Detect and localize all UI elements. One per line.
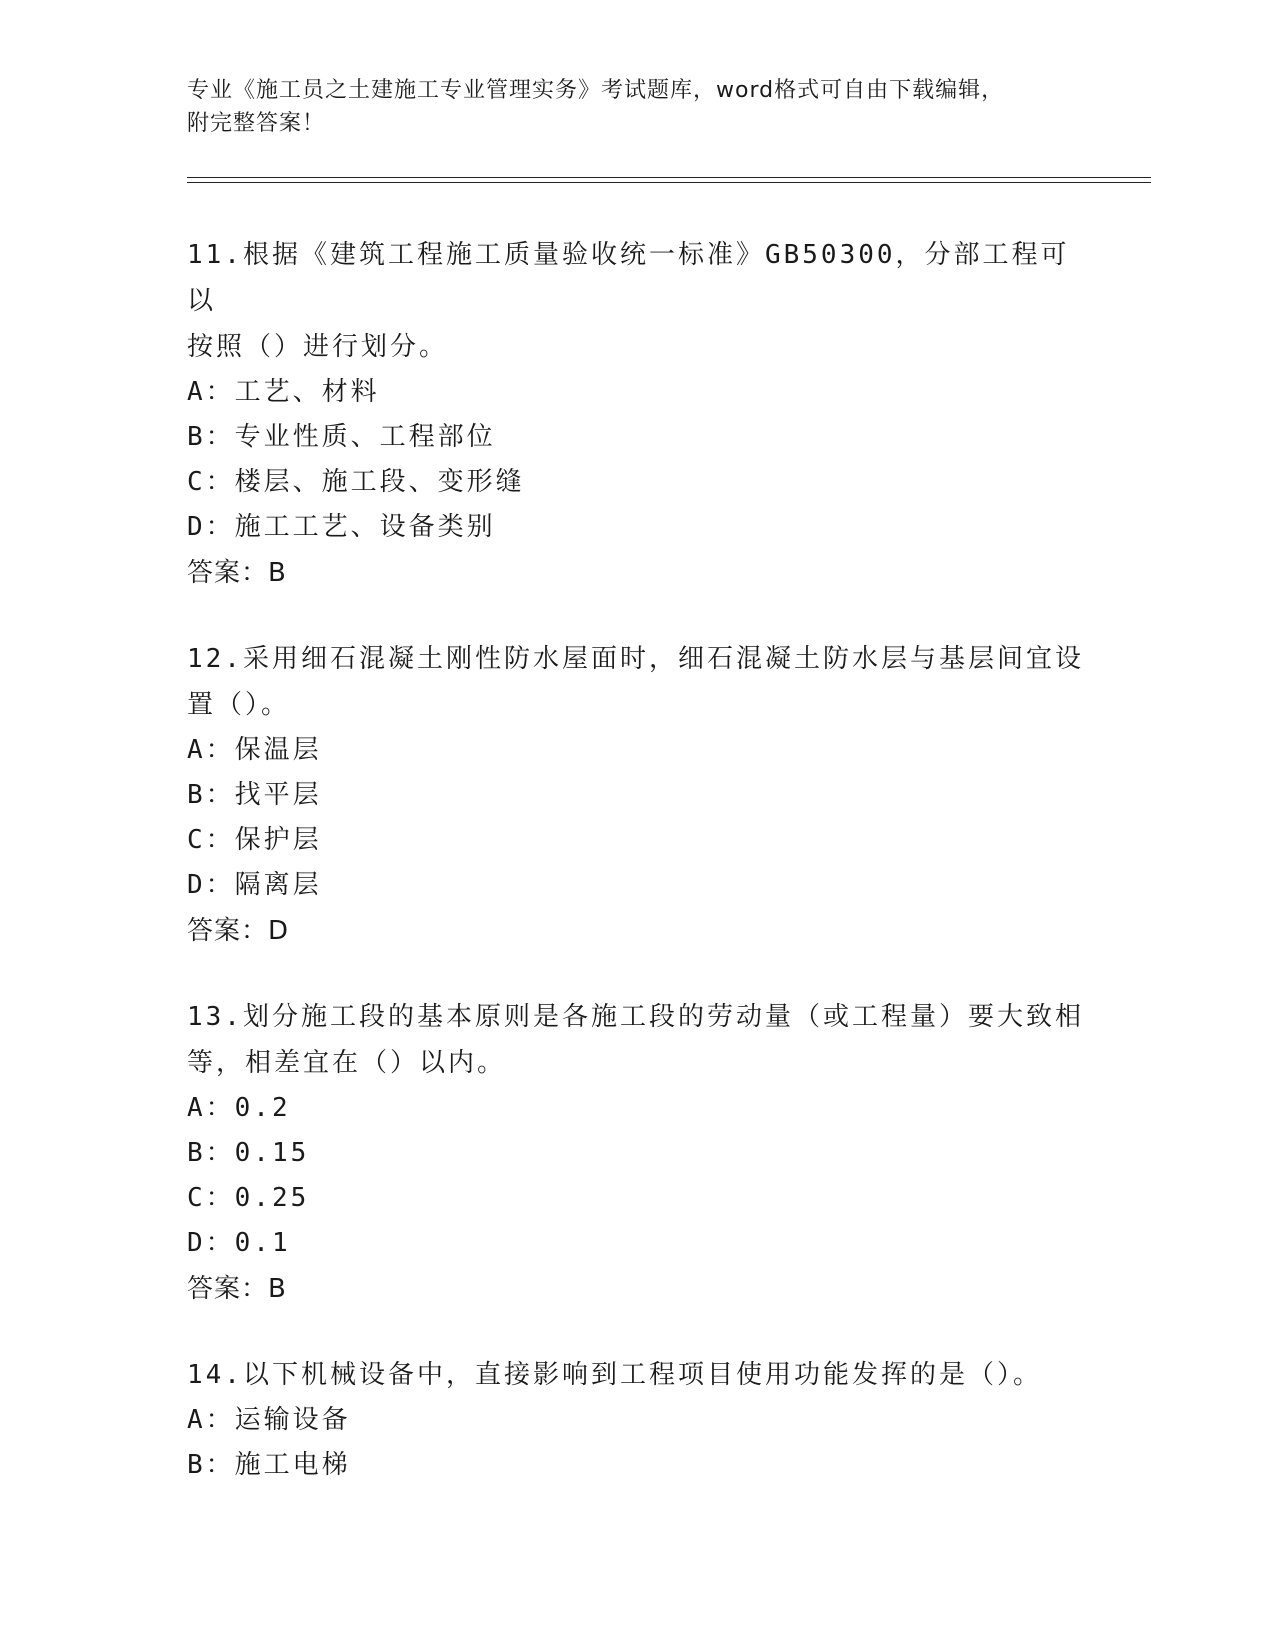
option-b: B：0.15 [187, 1138, 310, 1168]
question-list [187, 232, 1087, 1528]
option-c: C：0.25 [187, 1183, 310, 1213]
option-c: C：楼层、施工段、变形缝 [187, 467, 525, 497]
question-13 [187, 994, 1087, 1312]
option-d: D：施工工艺、设备类别 [187, 512, 496, 542]
question-stem-line: 按照（）进行划分。 [187, 332, 449, 362]
option-d: D：0.1 [187, 1228, 291, 1258]
header-line-1: 专业《施工员之土建施工专业管理实务》考试题库，word格式可自由下载编辑， [187, 78, 1005, 103]
option-c: C：保护层 [187, 825, 322, 855]
header-divider-bottom [187, 182, 1151, 183]
answer: 答案：B [187, 1274, 287, 1304]
option-b: B：找平层 [187, 780, 322, 810]
question-11 [187, 232, 1087, 596]
header-line-2: 附完整答案！ [187, 111, 326, 136]
option-b: B：专业性质、工程部位 [187, 422, 496, 452]
question-14 [187, 1352, 1087, 1488]
question-stem-line: 等，相差宜在（）以内。 [187, 1048, 507, 1078]
answer: 答案：D [187, 916, 290, 946]
question-stem-line: 12.采用细石混凝土刚性防水屋面时，细石混凝土防水层与基层间宜设 [187, 644, 1084, 674]
option-a: A：保温层 [187, 735, 322, 765]
option-a: A：工艺、材料 [187, 377, 380, 407]
option-d: D：隔离层 [187, 870, 322, 900]
question-12 [187, 636, 1087, 954]
option-a: A：运输设备 [187, 1405, 351, 1435]
header-divider-top [187, 177, 1151, 178]
document-header [187, 74, 1067, 140]
option-b: B：施工电梯 [187, 1450, 351, 1480]
answer: 答案：B [187, 558, 287, 588]
option-a: A：0.2 [187, 1093, 291, 1123]
question-stem-line: 13.划分施工段的基本原则是各施工段的劳动量（或工程量）要大致相 [187, 1002, 1084, 1032]
question-stem-line: 置（）。 [187, 690, 291, 720]
question-stem-line: 14.以下机械设备中，直接影响到工程项目使用功能发挥的是（）。 [187, 1360, 1042, 1390]
question-stem-line: 11.根据《建筑工程施工质量验收统一标准》GB50300，分部工程可以 [187, 240, 1070, 316]
